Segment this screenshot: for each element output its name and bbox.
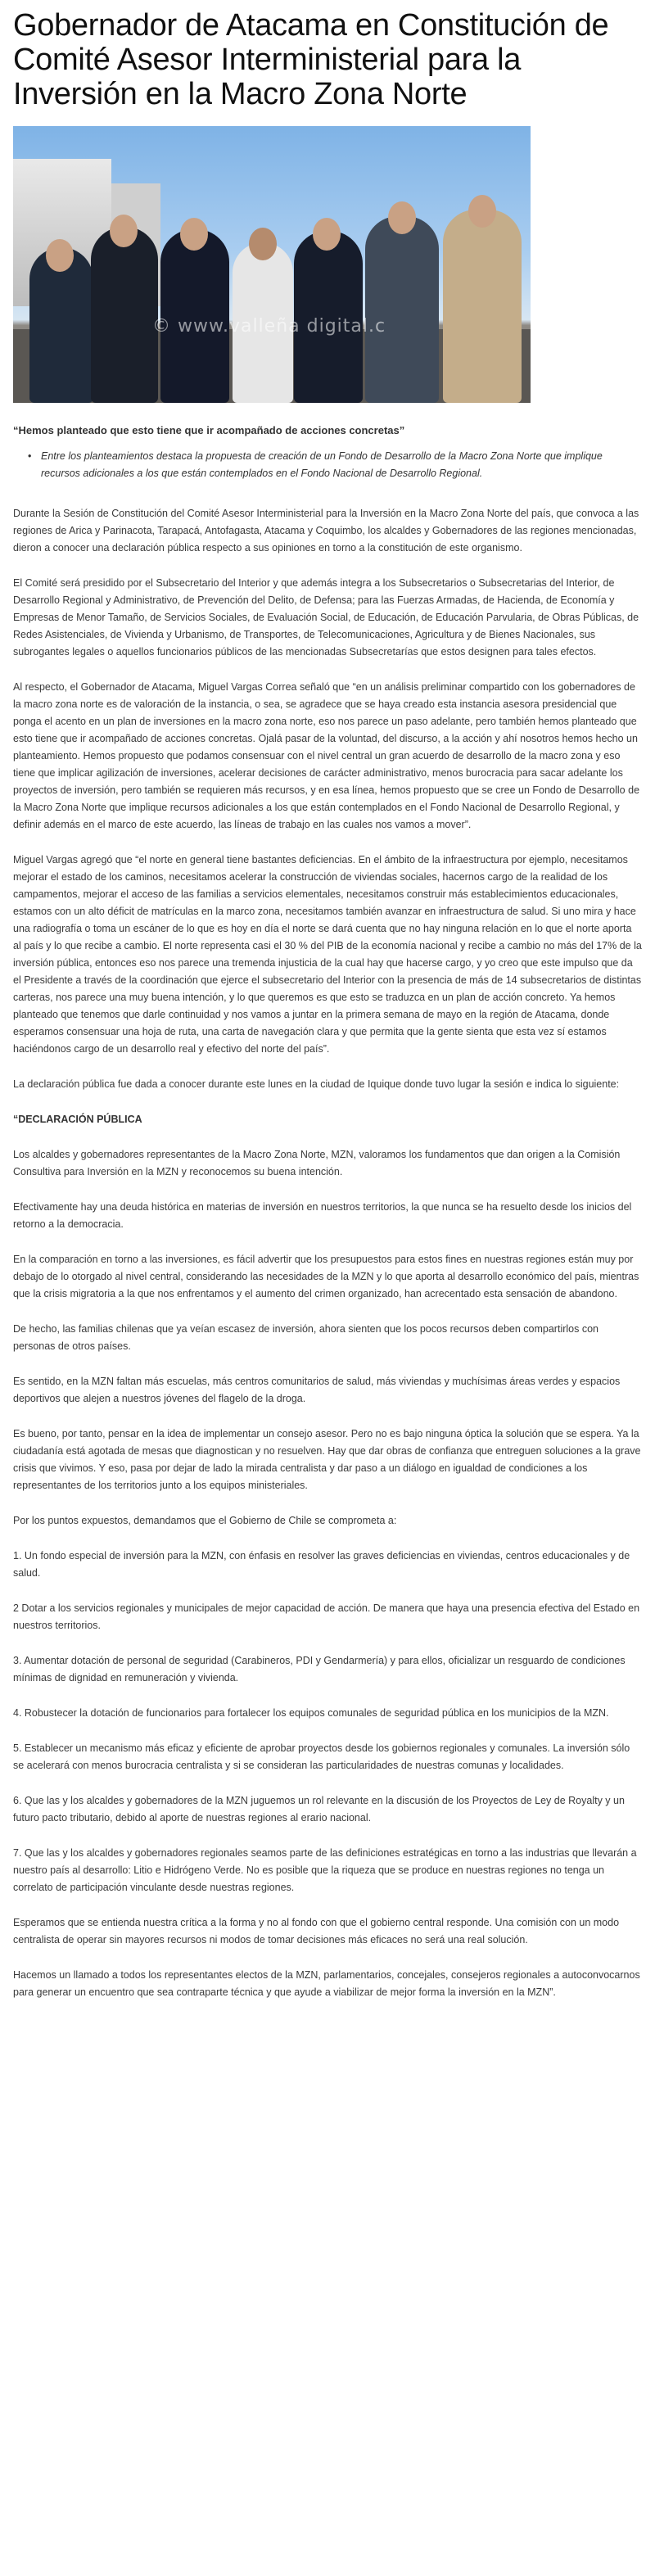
photo-person (365, 216, 439, 403)
photo-person (443, 210, 522, 403)
paragraph: Hacemos un llamado a todos los representantes electos de la MZN, parlamentarios, concejales, consejeros regionales a autoconvocarnos para generar un encuentro que sea contraparte técnica y que ayude a viabilizar de mejor forma la inversión en la MZN”. (13, 1969, 640, 1998)
photo-person-head (313, 218, 341, 251)
demand-item: 4. Robustecer la dotación de funcionarios para fortalecer los equipos comunales de seguridad pública en los municipios de la MZN. (13, 1707, 609, 1719)
paragraph: Miguel Vargas agregó que “el norte en general tiene bastantes deficiencias. En el ámbito de la infraestructura por ejemplo, necesitamos mejorar el estado de los caminos, necesitamos acelerar la construcción de viviendas sociales, hacernos cargo de la realidad de los campamentos, mejorar el acceso de las familias a servicios elementales, necesitamos construir más establecimientos educacionales, estamos con un alto déficit de matrículas en la marco zona, necesitamos también avanzar en infraestructura de salud. Si uno mira y hace una radiografía o toma un escáner de lo que es hoy en día el norte se dará cuenta que no hay ninguna relación en lo que el norte aporta al país y lo que recibe a cambio. El norte representa casi el 30 % del PIB de la economía nacional y recibe a cambio no más del 17% de la inversión pública, entonces eso nos parece una tremenda injusticia de la cual hay que hacerse cargo, y yo creo que este impulso que da el Presidente a través de la coordinación que ejerce el subsecretario del Interior con la presencia de más de 14 subsecretarios de distintas carteras, nos parece una muy buena intención, y lo que queremos es que esto se traduzca en un plan de acción concreto. Ya hemos planteado que tenemos que darle continuidad y nos vamos a juntar en la primera semana de mayo en la región de Atacama, donde esperamos consensuar una hoja de ruta, una carta de navegación clara y que permita que la gente sienta que esta vez sí estamos haciéndonos cargo de un desarrollo real y efectivo del norte del país”. (13, 854, 642, 1055)
paragraph: Es sentido, en la MZN faltan más escuelas, más centros comunitarios de salud, más viviendas y muchísimas áreas verdes y espacios deportivos que alejen a nuestros jóvenes del flagelo de la droga. (13, 1376, 621, 1404)
summary-item: • Entre los planteamientos destaca la propuesta de creación de un Fondo de Desarrollo de la Macro Zona Norte que implique recursos adicionales a los que están contemplados en el Fondo Nacional de Desarrollo Regional. (41, 448, 642, 482)
paragraph: En la comparación en torno a las inversiones, es fácil advertir que los presupuestos para estos fines en nuestras regiones están muy por debajo de lo otorgado al nivel central, considerando las necesidades de la MZN y lo que aporta al desarrollo económico del país, mientras que la crisis migratoria a la que nos enfrentamos y el aumento del crimen organizado, han acrecentado esta sensación de abandono. (13, 1254, 639, 1299)
paragraph: Esperamos que se entienda nuestra crítica a la forma y no al fondo con que el gobierno central responde. Una comisión con un modo centralista de operar sin mayores recursos ni modos de tomar decisiones más eficaces no será una real solución. (13, 1917, 620, 1946)
photo-watermark: © www.valleña digital.c (152, 316, 386, 337)
article-title: Gobernador de Atacama en Constitución de Comité Asesor Interministerial para la Inversión en la Macro Zona Norte (13, 8, 609, 111)
article-photo (13, 126, 531, 403)
paragraph: Los alcaldes y gobernadores representantes de la Macro Zona Norte, MZN, valoramos los fundamentos que dan origen a la Comisión Consultiva para Inversión en la MZN y reconocemos su buena intención. (13, 1149, 621, 1177)
paragraph: El Comité será presidido por el Subsecretario del Interior y que además integra a los Subsecretarios o Subsecretarias del Interior, de Desarrollo Regional y Administrativo, de Prevención del Delito, de Defensa; para las Fuerzas Armadas, de Hacienda, de Economía y Empresas de Menor Tamaño, de Servicios Sociales, de Evaluación Social, de Educación, de Educación Parvularia, de Obras Públicas, de Redes Asistenciales, de Vivienda y Urbanismo, de Transportes, de Telecomunicaciones, Agricultura y de Bienes Nacionales, sus subrogantes legales o aquellos funcionarios públicos de las mencionadas Subsecretarías que estos designen para tales efectos. (13, 577, 639, 658)
paragraph: Durante la Sesión de Constitución del Comité Asesor Interministerial para la Inversión en la Macro Zona Norte del país, que convoca a las regiones de Arica y Parinacota, Tarapacá, Antofagasta, Atacama y Coquimbo, los alcaldes y Gobernadores de las regiones mencionadas, dieron a conocer una declaración pública respecto a sus opiniones en torno a la constitución de este organismo. (13, 508, 639, 554)
paragraph: Al respecto, el Gobernador de Atacama, Miguel Vargas Correa señaló que “en un análisis preliminar compartido con los gobernadores de la macro zona norte es de valoración de la instancia, o sea, se agradece que se haya creado esta instancia asesora presidencial que ponga el acento en un plan de inversiones en la macro zona norte, eso nos parece un paso adelante, pero también hemos planteado que esto tiene que ir acompañado de acciones concretas. Ojalá pasar de la voluntad, del discurso, a la acción y ahí nosotros hemos hecho un planteamiento. Hemos propuesto que podamos consensuar con el nivel central un gran acuerdo de desarrollo de la macro zona y eso tiene que implicar agilización de inversiones, acelerar decisiones de carácter administrativo, menos burocracia para sacar adelante los proyectos de inversión, pero también se requieren más recursos, y en esa línea, hemos propuesto que se cree un Fondo de Desarrollo de la Macro Zona Norte que implique recursos adicionales a los que están contemplados en el Fondo Nacional de Desarrollo Regional, y definir además en el marco de este acuerdo, las líneas de trabajo en las cuales nos vamos a mover”. (13, 681, 640, 830)
article-quote: “Hemos planteado que esto tiene que ir acompañado de acciones concretas” (13, 424, 405, 436)
photo-person (91, 227, 158, 403)
photo-person-head (388, 201, 416, 234)
paragraph: Por los puntos expuestos, demandamos que el Gobierno de Chile se comprometa a: (13, 1515, 397, 1526)
photo-person-head (180, 218, 208, 251)
demand-item: 6. Que las y los alcaldes y gobernadores de la MZN juguemos un rol relevante en la discusión de los Proyectos de Ley de Royalty y un futuro pacto tributario, debido al aporte de nuestras regiones al erario nacional. (13, 1795, 625, 1824)
demand-item: 5. Establecer un mecanismo más eficaz y eficiente de aprobar proyectos desde los gobiernos regionales y comunales. La inversión sólo se acelerará con menos burocracia centralista y si se consideran las particularidades de nuestras comunas y localidades. (13, 1742, 630, 1771)
paragraph: La declaración pública fue dada a conocer durante este lunes en la ciudad de Iquique donde tuvo lugar la sesión e indica lo siguiente: (13, 1078, 620, 1090)
photo-person-head (249, 228, 277, 260)
demand-item: 2 Dotar a los servicios regionales y municipales de mejor capacidad de acción. De manera que haya una presencia efectiva del Estado en nuestros territorios. (13, 1602, 640, 1631)
demand-item: 7. Que las y los alcaldes y gobernadores regionales seamos parte de las definiciones estratégicas en torno a las industrias que llevarán a nuestro país al desarrollo: Litio e Hidrógeno Verde. No es posible que la riqueza que se produce en nuestras regiones no tenga un correlato de participación vinculante desde nuestras regiones. (13, 1847, 637, 1893)
paragraph: Efectivamente hay una deuda histórica en materias de inversión en nuestros territorios, la que nunca se ha resuelto desde los inicios del retorno a la democracia. (13, 1201, 632, 1230)
paragraph: De hecho, las familias chilenas que ya veían escasez de inversión, ahora sienten que los pocos recursos deben compartirlos con personas de otros países. (13, 1323, 599, 1352)
paragraph: Es bueno, por tanto, pensar en la idea de implementar un consejo asesor. Pero no es bajo ninguna óptica la solución que se espera. Ya la ciudadanía está agotada de mesas que diagnostican y no resuelven. Hay que dar obras de confianza que entreguen soluciones a la grave crisis que vivimos. Y eso, pasa por dejar de lado la mirada centralista y dar paso a un diálogo en igualdad de condiciones a los representantes de los territorios junto a los equipos ministeriales. (13, 1428, 641, 1491)
photo-person-head (468, 195, 496, 228)
demand-item: 3. Aumentar dotación de personal de seguridad (Carabineros, PDI y Gendarmería) y para ellos, oficializar un resguardo de condiciones mínimas de dignidad en remuneración y vivienda. (13, 1655, 626, 1683)
article-body (13, 505, 642, 2001)
photo-person-head (110, 215, 138, 247)
demand-item: 1. Un fondo especial de inversión para la MZN, con énfasis en resolver las graves deficiencias en viviendas, centros educacionales y de salud. (13, 1550, 630, 1579)
declaration-heading: “DECLARACIÓN PÚBLICA (13, 1114, 142, 1125)
summary-list (41, 448, 642, 482)
photo-person-head (46, 239, 74, 272)
